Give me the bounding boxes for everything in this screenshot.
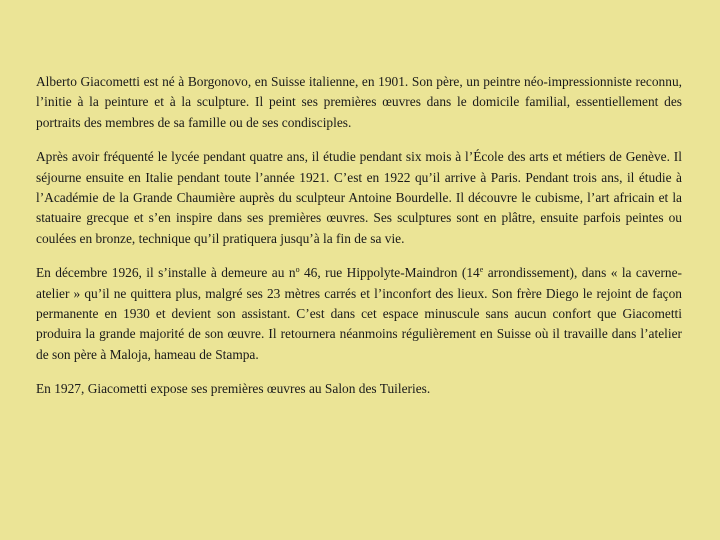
paragraph-studio: [36, 263, 682, 365]
superscript-numero: o: [295, 265, 300, 275]
paragraph-studio-text-2: 46, rue Hippolyte-Maindron (14: [299, 265, 480, 281]
superscript-arrondissement: e: [479, 265, 484, 275]
paragraph-studio-text-1: En décembre 1926, il s’installe à demeure au n: [36, 265, 296, 281]
paragraph-early-life: Alberto Giacometti est né à Borgonovo, en Suisse italienne, en 1901. Son père, un peintre néo-impressionniste reconnu, l’initie à la peinture et à la sculpture. Il peint ses premières œuvres dans le domicile familial, essentiellement des portraits des membres de sa famille ou de ses condisciples.: [36, 74, 682, 130]
paragraph-studio-text-3: arrondissement), dans « la caverne-atelier » qu’il ne quittera plus, malgré ses 23 mètres carrés et l’inconfort des lieux. Son frère Diego le rejoint de façon permanente en 1930 et devient son assistant. C’est dans cet espace minuscule sans aucun confort que Giacometti produira la grande majorité de son œuvre. Il retournera néanmoins régulièrement en Suisse où il travaille dans l’atelier de son père à Maloja, hameau de Stampa.: [36, 265, 683, 362]
text-body: [36, 72, 682, 414]
paragraph-education: Après avoir fréquenté le lycée pendant quatre ans, il étudie pendant six mois à l’École des arts et métiers de Genève. Il séjourne ensuite en Italie pendant toute l’année 1921. C’est en 1922 qu’il arrive à Paris. Pendant trois ans, il étudie à l’Académie de la Grande Chaumière auprès du sculpteur Antoine Bourdelle. Il découvre le cubisme, l’art africain et la statuaire grecque et s’en inspire dans ses premières œuvres. Ses sculptures sont en plâtre, ensuite parfois peintes ou coulées en bronze, technique qu’il pratiquera jusqu’à la fin de sa vie.: [36, 149, 682, 246]
paragraph-exhibition: En 1927, Giacometti expose ses premières œuvres au Salon des Tuileries.: [36, 381, 431, 397]
